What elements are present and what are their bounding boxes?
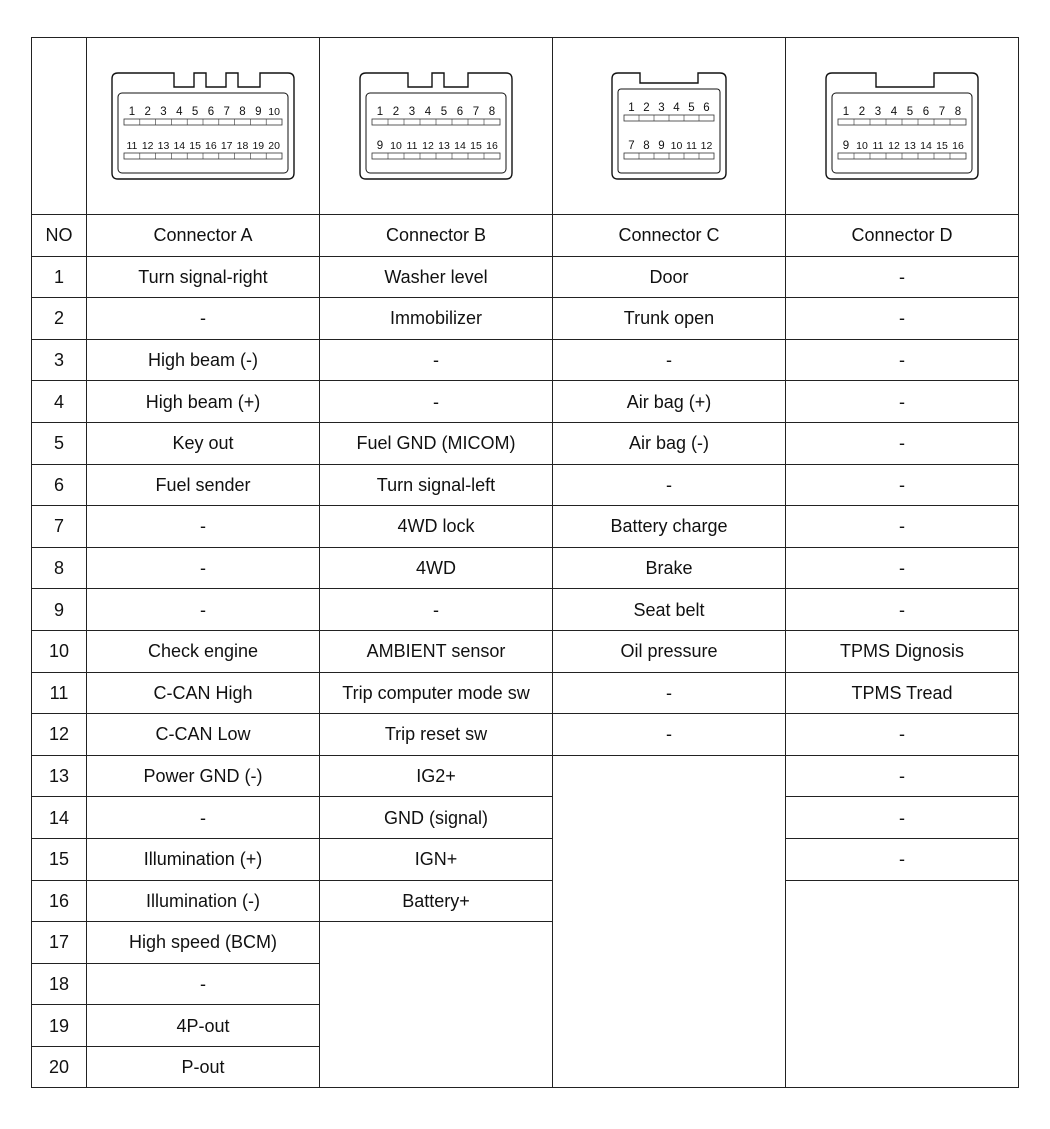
table-row (32, 506, 1019, 548)
pin-number-label: 17 (220, 140, 233, 152)
connector-b-cell: Turn signal-left (320, 464, 553, 506)
connector-image-row (32, 38, 1019, 215)
connector-c-empty-cell (553, 755, 786, 1088)
pin-number-label: 16 (205, 140, 217, 152)
pin-number-label: 7 (472, 106, 480, 118)
connector-c-cell: - (553, 339, 786, 381)
pin-number-label: 13 (438, 140, 450, 152)
pin-number-cell: 5 (32, 422, 87, 464)
pin-number-label: 1 (376, 106, 384, 118)
pin-number-label: 10 (390, 140, 402, 152)
pin-number-label: 11 (126, 140, 138, 152)
table-row (32, 797, 1019, 839)
connector-a-cell: - (87, 298, 320, 340)
header-connector-d: Connector D (786, 215, 1019, 257)
pin-number-label: 7 (223, 106, 230, 118)
pin-number-label: 3 (408, 106, 416, 118)
pin-number-label: 12 (141, 140, 154, 152)
pin-number-label: 15 (470, 140, 482, 152)
pin-number-label: 2 (643, 102, 650, 114)
table-row (32, 714, 1019, 756)
pin-number-label: 8 (954, 106, 962, 118)
pin-number-label: 4 (424, 106, 432, 118)
connector-a-cell: 4P-out (87, 1005, 320, 1047)
pin-number-label: 2 (392, 106, 400, 118)
pin-number-label: 7 (938, 106, 946, 118)
connector-d-cell: TPMS Dignosis (786, 630, 1019, 672)
pin-number-label: 18 (236, 140, 249, 152)
connector-c-cell: - (553, 672, 786, 714)
table-row (32, 672, 1019, 714)
connector-b-cell: 4WD lock (320, 506, 553, 548)
pin-number-label: 1 (628, 102, 635, 114)
connector-a-image-cell (87, 38, 320, 215)
pin-number-label: 5 (440, 106, 448, 118)
connector-d-cell: - (786, 298, 1019, 340)
table-row (32, 630, 1019, 672)
header-no: NO (32, 215, 87, 257)
pin-number-label: 1 (128, 106, 136, 118)
pin-number-label: 9 (376, 140, 384, 152)
table-row (32, 422, 1019, 464)
pin-number-label: 9 (658, 140, 665, 152)
pin-number-cell: 7 (32, 506, 87, 548)
header-connector-c: Connector C (553, 215, 786, 257)
connector-d-cell: - (786, 714, 1019, 756)
pin-number-label: 20 (268, 140, 280, 152)
connector-a-cell: High beam (-) (87, 339, 320, 381)
connector-a-cell: Illumination (-) (87, 880, 320, 922)
connector-a-cell: C-CAN Low (87, 714, 320, 756)
header-connector-a: Connector A (87, 215, 320, 257)
connector-a-cell: - (87, 547, 320, 589)
pin-number-cell: 11 (32, 672, 87, 714)
connector-a-cell: - (87, 963, 320, 1005)
connector-b-cell: Trip reset sw (320, 714, 553, 756)
pin-number-label: 8 (488, 106, 496, 118)
pin-number-label: 13 (904, 140, 916, 152)
header-connector-b: Connector B (320, 215, 553, 257)
pin-number-label: 5 (906, 106, 914, 118)
table-row (32, 880, 1019, 922)
connector-b-cell: Battery+ (320, 880, 553, 922)
connector-a-cell: Power GND (-) (87, 755, 320, 797)
connector-a-cell: P-out (87, 1046, 320, 1088)
connector-b-cell: Washer level (320, 256, 553, 298)
connector-a-cell: Check engine (87, 630, 320, 672)
connector-a-cell: Key out (87, 422, 320, 464)
connector-c-cell: Air bag (+) (553, 381, 786, 423)
pin-number-cell: 14 (32, 797, 87, 839)
table-row (32, 381, 1019, 423)
pin-assignment-table (31, 37, 1019, 1088)
connector-d-cell: - (786, 589, 1019, 631)
pin-number-cell: 12 (32, 714, 87, 756)
pin-number-cell: 18 (32, 963, 87, 1005)
connector-d-cell: - (786, 256, 1019, 298)
pin-number-label: 16 (486, 140, 498, 152)
pin-number-cell: 19 (32, 1005, 87, 1047)
pin-number-label: 12 (422, 140, 434, 152)
pin-number-label: 10 (856, 140, 868, 152)
connector-a-cell: Fuel sender (87, 464, 320, 506)
pin-number-label: 15 (936, 140, 948, 152)
connector-c-cell: - (553, 464, 786, 506)
pin-number-label: 14 (454, 140, 466, 152)
pin-number-cell: 9 (32, 589, 87, 631)
pin-number-label: 8 (643, 140, 650, 152)
connector-c-cell: Seat belt (553, 589, 786, 631)
connector-c-cell: Air bag (-) (553, 422, 786, 464)
connector-c-cell: Door (553, 256, 786, 298)
connector-b-cell: 4WD (320, 547, 553, 589)
pin-number-label: 1 (842, 106, 850, 118)
pin-number-label: 12 (700, 140, 713, 152)
connector-b-cell: Fuel GND (MICOM) (320, 422, 553, 464)
connector-c-image-cell (553, 38, 786, 215)
connector-d-empty-cell (786, 880, 1019, 1088)
connector-b-cell: GND (signal) (320, 797, 553, 839)
table-row (32, 547, 1019, 589)
pin-number-label: 16 (952, 140, 964, 152)
pin-number-cell: 8 (32, 547, 87, 589)
pin-number-label: 11 (686, 140, 697, 152)
pin-number-label: 9 (842, 140, 850, 152)
connector-a-cell: High beam (+) (87, 381, 320, 423)
connector-b-cell: - (320, 339, 553, 381)
table-row (32, 464, 1019, 506)
connector-b-diagram (358, 71, 514, 181)
connector-a-cell: High speed (BCM) (87, 922, 320, 964)
table-row (32, 589, 1019, 631)
table-row (32, 256, 1019, 298)
pin-number-label: 5 (688, 102, 695, 114)
pin-number-cell: 10 (32, 630, 87, 672)
pin-number-label: 3 (874, 106, 882, 118)
connector-d-cell: - (786, 422, 1019, 464)
table-row (32, 298, 1019, 340)
pin-number-label: 13 (157, 140, 170, 152)
connector-d-cell: - (786, 838, 1019, 880)
connector-b-image-cell (320, 38, 553, 215)
connector-a-cell: C-CAN High (87, 672, 320, 714)
connector-d-cell: - (786, 755, 1019, 797)
pin-number-cell: 15 (32, 838, 87, 880)
connector-d-cell: - (786, 797, 1019, 839)
pin-number-label: 2 (858, 106, 866, 118)
connector-c-cell: Trunk open (553, 298, 786, 340)
pin-number-label: 14 (920, 140, 932, 152)
connector-c-cell: Oil pressure (553, 630, 786, 672)
pin-number-cell: 17 (32, 922, 87, 964)
pin-number-cell: 6 (32, 464, 87, 506)
pin-number-label: 14 (173, 140, 186, 152)
connector-b-cell: Trip computer mode sw (320, 672, 553, 714)
table-row (32, 755, 1019, 797)
connector-a-cell: Turn signal-right (87, 256, 320, 298)
connector-c-cell: - (553, 714, 786, 756)
connector-d-cell: - (786, 339, 1019, 381)
connector-d-cell: - (786, 464, 1019, 506)
pin-number-label: 4 (890, 106, 898, 118)
table-row (32, 838, 1019, 880)
pin-number-label: 19 (252, 140, 265, 152)
connector-a-diagram (110, 71, 296, 181)
connector-b-cell: IGN+ (320, 838, 553, 880)
connector-a-cell: - (87, 506, 320, 548)
blank-corner-cell (32, 38, 87, 215)
connector-a-cell: Illumination (+) (87, 838, 320, 880)
connector-d-cell: - (786, 381, 1019, 423)
connector-d-cell: - (786, 547, 1019, 589)
pin-number-label: 6 (703, 102, 710, 114)
pin-number-cell: 16 (32, 880, 87, 922)
connector-d-cell: - (786, 506, 1019, 548)
pin-number-cell: 13 (32, 755, 87, 797)
pin-number-label: 10 (670, 140, 683, 152)
pin-number-cell: 2 (32, 298, 87, 340)
pin-number-label: 8 (239, 106, 246, 118)
pin-number-label: 4 (176, 106, 183, 118)
connector-d-diagram (824, 71, 980, 181)
header-row (32, 215, 1019, 257)
pin-number-label: 2 (144, 106, 151, 118)
pin-number-label: 12 (888, 140, 900, 152)
pin-number-label: 5 (191, 106, 199, 118)
connector-c-cell: Battery charge (553, 506, 786, 548)
pin-number-cell: 20 (32, 1046, 87, 1088)
pin-number-cell: 1 (32, 256, 87, 298)
pin-number-label: 3 (160, 106, 167, 118)
table-row (32, 339, 1019, 381)
pin-number-cell: 3 (32, 339, 87, 381)
connector-c-cell: Brake (553, 547, 786, 589)
connector-b-empty-cell (320, 922, 553, 1088)
connector-b-cell: Immobilizer (320, 298, 553, 340)
pin-number-label: 15 (189, 140, 201, 152)
pin-number-label: 6 (207, 106, 215, 118)
pin-number-label: 4 (673, 102, 680, 114)
connector-a-cell: - (87, 797, 320, 839)
pin-number-cell: 4 (32, 381, 87, 423)
connector-a-cell: - (87, 589, 320, 631)
pin-number-label: 3 (658, 102, 665, 114)
connector-b-cell: - (320, 381, 553, 423)
connector-b-cell: AMBIENT sensor (320, 630, 553, 672)
connector-b-cell: IG2+ (320, 755, 553, 797)
pin-number-label: 10 (268, 106, 280, 118)
connector-c-diagram (610, 71, 728, 181)
pin-number-label: 7 (628, 140, 635, 152)
connector-b-cell: - (320, 589, 553, 631)
pin-number-label: 11 (406, 140, 418, 152)
pin-number-label: 6 (922, 106, 930, 118)
pin-number-label: 11 (872, 140, 884, 152)
pin-number-label: 9 (255, 106, 262, 118)
connector-d-image-cell (786, 38, 1019, 215)
connector-d-cell: TPMS Tread (786, 672, 1019, 714)
pin-number-label: 6 (456, 106, 464, 118)
